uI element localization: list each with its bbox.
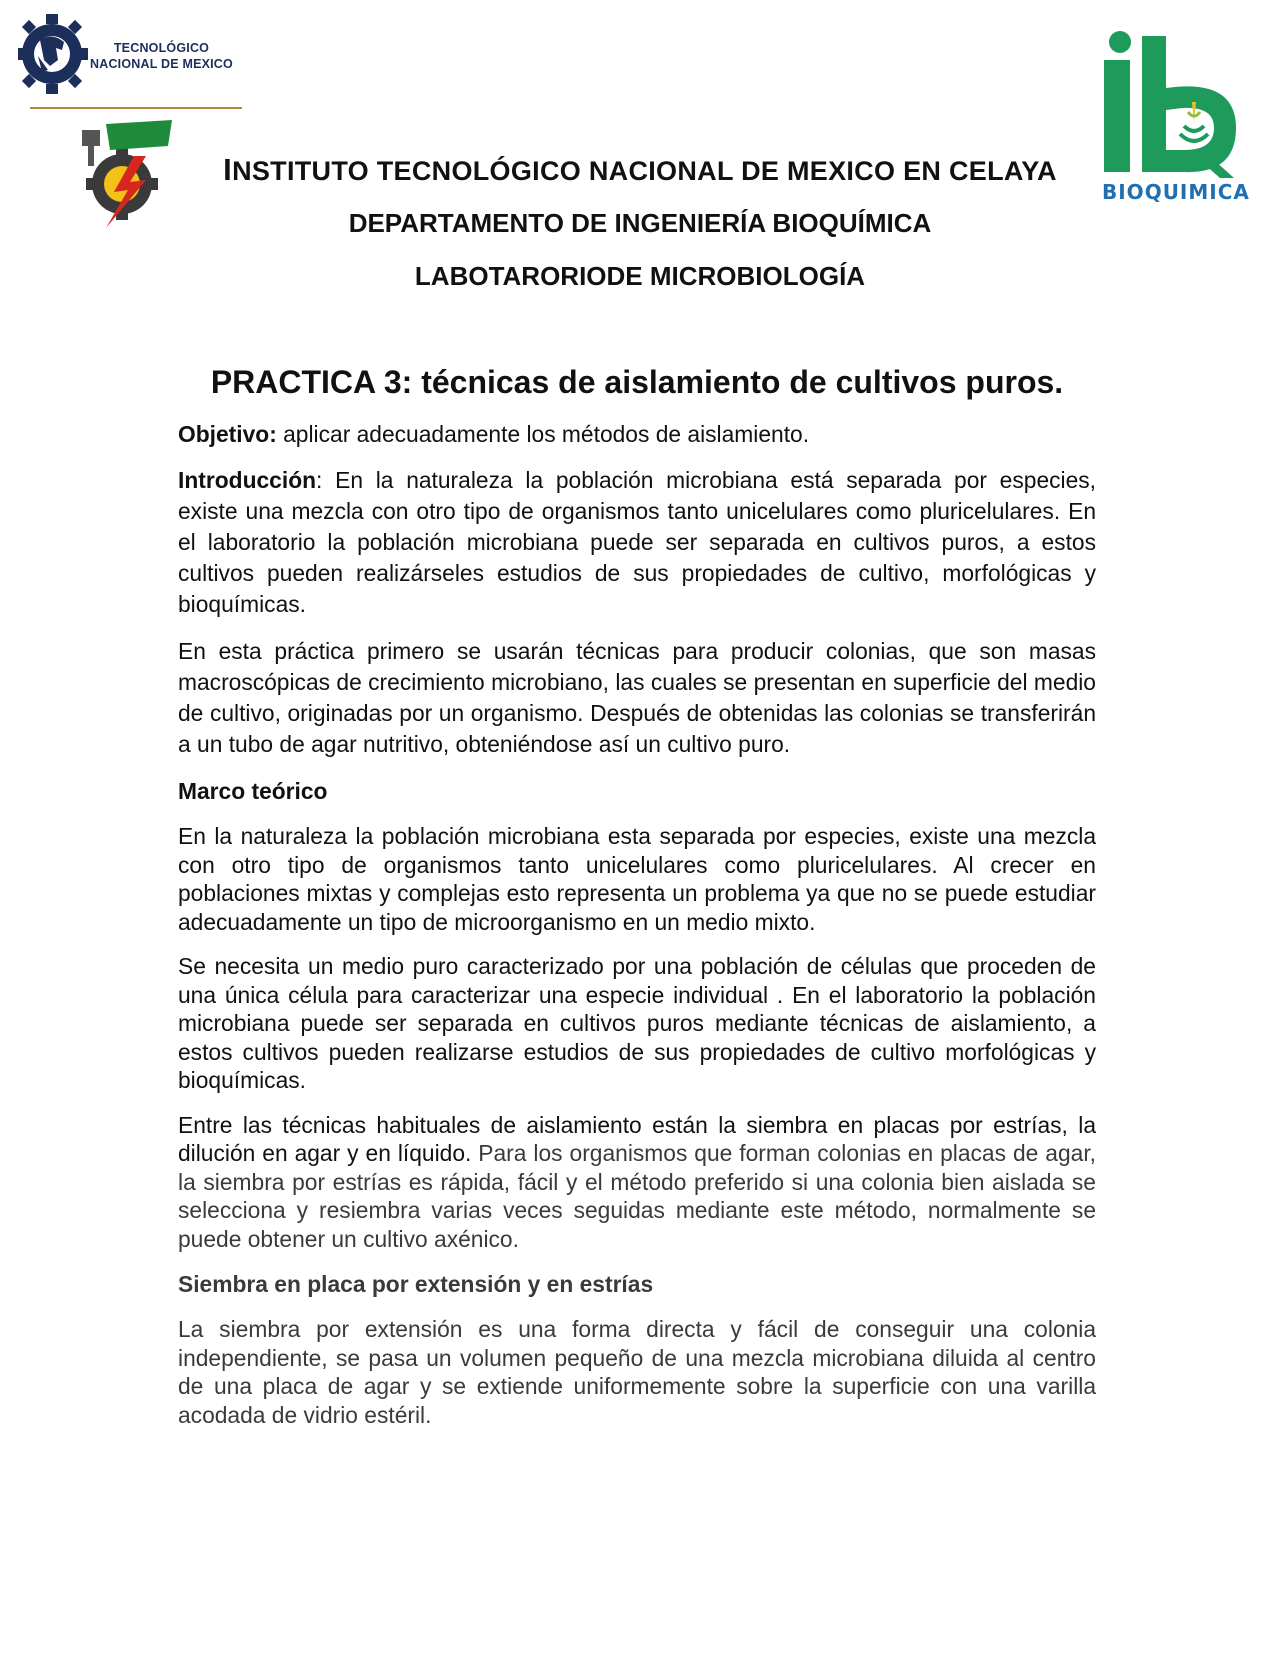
institute-name-rest: NSTITUTO TECNOLÓGICO NACIONAL DE MEXICO EN CELAYA: [232, 156, 1057, 186]
tecnm-wordmark: [90, 40, 233, 72]
document-body: [178, 364, 1096, 1445]
institute-name-initial: I: [223, 152, 233, 187]
practice-paragraph: En esta práctica primero se usarán técnicas para producir colonias, que son masas macroscópicas de crecimiento microbiano, las cuales se presentan en superficie del medio de cultivo, originadas por un organismo. Después de obtenidas las colonias se transferirán a un tubo de agar nutritivo, obteniéndose así un cultivo puro.: [178, 638, 1096, 757]
marco-paragraph-1: En la naturaleza la población microbiana esta separada por especies, existe una mezcla con otro tipo de organismos tanto unicelulares como pluricelulares. Al crecer en poblaciones mixtas y complejas esto representa un problema ya que no se puede estudiar adecuadamente un tipo de microorganismo en un medio mixto.: [178, 823, 1096, 935]
tecnm-gear-emblem-icon: [18, 10, 90, 98]
tecnm-gold-rule: [30, 107, 242, 109]
department-name: DEPARTAMENTO DE INGENIERÍA BIOQUÍMICA: [348, 208, 932, 238]
laboratory-name: LABOTARORIODE MICROBIOLOGÍA: [414, 261, 866, 291]
objective-label: Objetivo:: [178, 421, 277, 447]
tecnm-logo: [18, 10, 248, 110]
introduction-label: Introducción: [178, 467, 317, 493]
objective-paragraph: [178, 419, 1096, 450]
tecnm-line-1: TECNOLÓGICO: [113, 41, 210, 55]
objective-text: aplicar adecuadamente los métodos de aislamiento.: [276, 421, 810, 447]
tecnm-line-2: NACIONAL DE MEXICO: [90, 57, 233, 71]
itcelaya-gear-bolt-icon: [76, 116, 176, 242]
ibq-wordmark: BIOQUIMICA: [1102, 180, 1250, 204]
marco-paragraph-3-part-a: Entre las técnicas habituales de aislamiento están la siembra en placas por estrías, la dilución en agar y en líquido.: [178, 1111, 1096, 1166]
introduction-paragraph: [178, 465, 1096, 620]
institute-name: [180, 152, 1100, 188]
itcelaya-logo: [76, 116, 176, 242]
bioquimica-logo: [1096, 28, 1250, 204]
introduction-text: : En la naturaleza la población microbiana está separada por especies, existe una mezcla con otro tipo de organismos tanto unicelulares como pluricelulares. En el laboratorio la población microbiana puede ser separada en cultivos puros, a estos cultivos pueden realizárseles estudios de sus propiedades de cultivo, morfológicas y bioquímicas.: [178, 467, 1096, 617]
marco-paragraph-2: Se necesita un medio puro caracterizado por una población de células que proceden de una única célula para caracterizar una especie individual . En el laboratorio la población microbiana puede ser separada en cultivos puros mediante técnicas de aislamiento, a estos cultivos pueden realizarse estudios de sus propiedades de cultivo morfológicas y bioquímicas.: [178, 953, 1096, 1093]
marco-paragraph-3: [178, 1111, 1096, 1254]
marco-paragraph-3-part-b: Para los organismos que forman colonias en placas de agar, la siembra por estrías es rápida, fácil y el método preferido si una colonia bien aislada se selecciona y resiembra varias veces seguidas mediante este método, normalmente se puede obtener un cultivo axénico.: [178, 1140, 1096, 1252]
siembra-heading: Siembra en placa por extensión y en estrías: [178, 1271, 654, 1297]
ibq-letters-plant-icon: [1096, 28, 1246, 178]
marco-teorico-heading: Marco teórico: [178, 778, 328, 804]
practice-title: PRACTICA 3: técnicas de aislamiento de cultivos puros.: [210, 364, 1064, 400]
siembra-paragraph-1: La siembra por extensión es una forma directa y fácil de conseguir una colonia independiente, se pasa un volumen pequeño de una mezcla microbiana diluida al centro de una placa de agar y se extiende uniformemente sobre la superficie con una varilla acodada de vidrio estéril.: [178, 1316, 1096, 1428]
